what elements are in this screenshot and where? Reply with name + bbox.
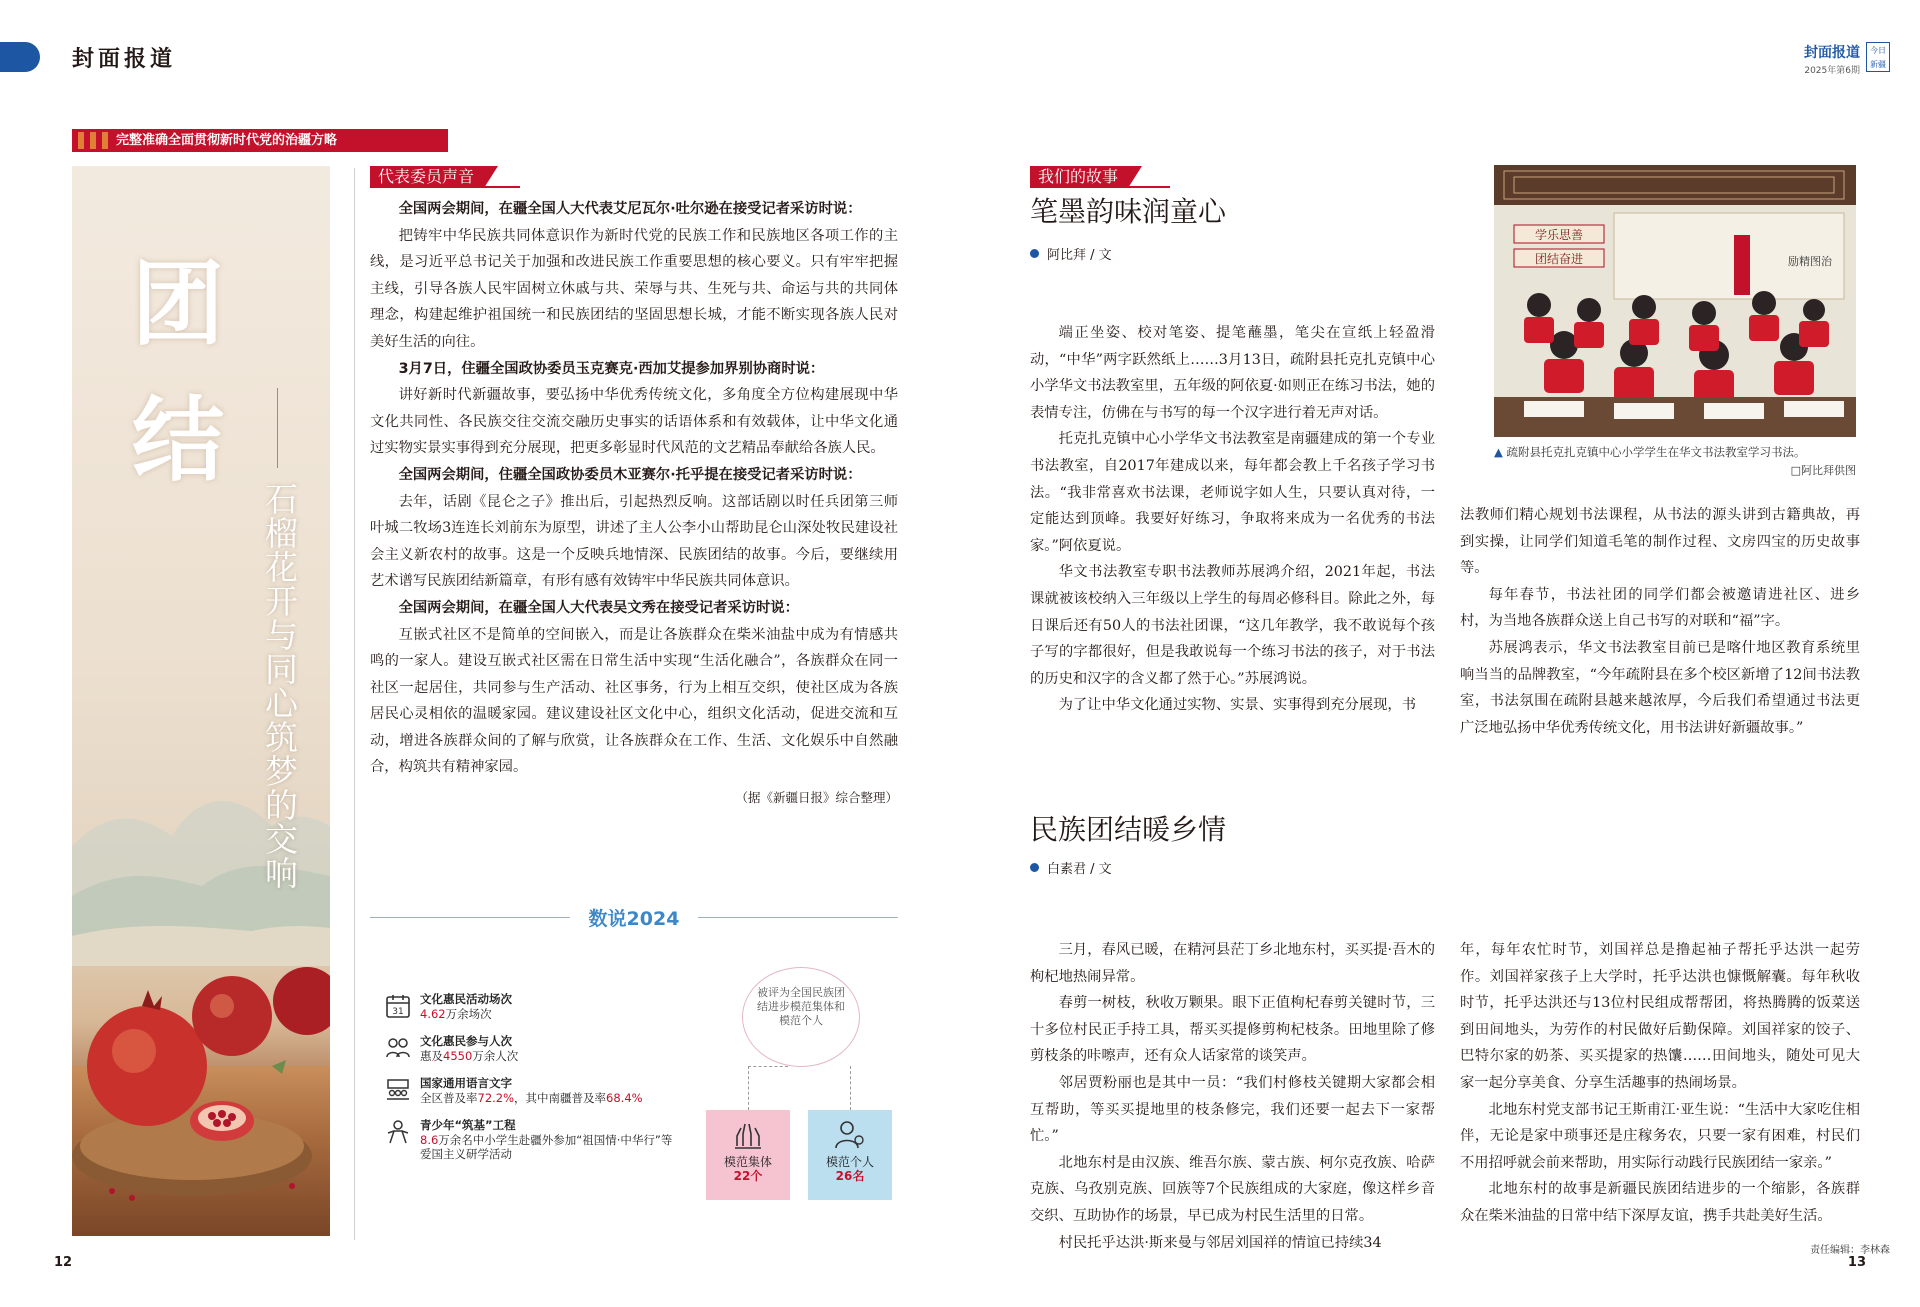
paragraph: 全国两会期间，住疆全国政协委员木亚赛尔·托乎提在接受记者采访时说： [398, 466, 862, 483]
calligraphy-class-photo [1494, 165, 1856, 437]
paragraph: 为了让中华文化通过实物、实景、实事得到充分展现，书 [1058, 697, 1417, 714]
paragraph: 华文书法教室专职书法教师苏展鸿介绍，2021年起，书法课就被该校纳入三年级以上学生的每周必修科目。除此之外，每日课后还有50人的书法社团课，“这几年教学，我不敢说每个孩子写的字都很好，但是我敢说每一个练习书法的孩子，对于书法的历史和汉字的含义都了然于心。”苏展鸿说。 [1030, 564, 1435, 687]
article-title: 民族团结暖乡情 [1030, 813, 1227, 846]
banner-decoration-icon [78, 132, 108, 149]
section-tag-our-stories: 我们的故事 [1030, 166, 1128, 188]
stat-prefix: 全区普及率 [420, 1090, 478, 1105]
paragraph: 端正坐姿、校对笔姿、提笔蘸墨，笔尖在宣纸上轻盈滑动，“中华”两字跃然纸上……3月13日，疏附县托克扎克镇中心小学华文书法教室里，五年级的阿依夏·如则正在练习书法，她的表情专注，仿佛在与书写的每一个汉字进行着无声对话。 [1030, 325, 1435, 421]
photo-caption-text: 疏附县托克扎克镇中心小学学生在华文书法教室学习书法。 [1506, 445, 1806, 459]
story1-column-2 [1460, 502, 1860, 741]
story1-column-1 [1030, 320, 1435, 719]
page-number-left: 12 [54, 1255, 73, 1270]
paragraph: 全国两会期间，在疆全国人大代表吴文秀在接受记者采访时说： [398, 599, 799, 616]
stat-label: 青少年“筑基”工程 [420, 1118, 516, 1132]
article-source: （据《新疆日报》综合整理） [735, 790, 898, 805]
paragraph: 3月7日，住疆全国政协委员玉克赛克·西加艾提参加界别协商时说： [398, 360, 825, 377]
photo-sign-text: 励精图治 [1788, 255, 1832, 268]
paragraph: 互嵌式社区不是简单的空间嵌入，而是让各族群众在柴米油盐中成为有情感共鸣的一家人。建设互嵌式社区需在日常生活中实现“生活化融合”，各族群众在同一社区一起居住，共同参与生产活动、社区事务，行为上相互交织，使社区成为各族居民心灵相依的温暖家园。建议建设社区文化中心，组织文化活动，促进交流和互动，增进各族群众间的了解与欣赏，让各族群众在工作、生活、文化娱乐中自然融合，构筑共有精神家园。 [370, 626, 898, 776]
stat-unit: 万余人次 [472, 1048, 519, 1063]
byline-bullet-icon [1030, 249, 1039, 258]
pomegranate-icon [72, 946, 330, 1236]
stat-number: 72.2% [477, 1090, 515, 1105]
paragraph: 苏展鸿表示，华文书法教室目前已是喀什地区教育系统里响当当的品牌教室，“今年疏附县在多个校区新增了12间书法教室，书法氛围在疏附县越来越浓厚，今后我们希望通过书法更广泛地弘扬中华优秀传统文化，用书法讲好新疆故事。” [1460, 639, 1860, 736]
paragraph: 三月，春风已暖，在精河县茫丁乡北地东村，买买提·吾木的枸杞地热闹异常。 [1030, 942, 1435, 985]
paragraph: 去年，话剧《昆仑之子》推出后，引起热烈反响。这部话剧以时任兵团第三师叶城二牧场3连连长刘前东为原型，讲述了主人公李小山帮助昆仑山深处牧民建设社会主义新农村的故事。这是一个反映兵地情深、民族团结的故事。今后，要继续用艺术谱写民族团结新篇章，有形有感有效铸牢中华民族共同体意识。 [370, 493, 898, 590]
stat-unit: 万余场次 [445, 1006, 492, 1021]
article-byline [1030, 858, 1112, 877]
award-label: 模范个人 [825, 1155, 874, 1169]
story2-column-1 [1030, 937, 1435, 1256]
paragraph: 北地东村党支部书记王斯甫江·亚生说：“生活中大家吃住相伴，无论是家中琐事还是庄稼务农，只要一家有困难，村民们不用招呼就会前来帮助，用实际行动践行民族团结一家亲。” [1460, 1101, 1860, 1171]
issue-number: 2025年第6期 [1804, 66, 1860, 76]
photo-sign-text: 团结奋进 [1534, 252, 1584, 266]
header-right [1804, 42, 1890, 76]
title-divider [277, 388, 278, 468]
page-number-right: 13 [1847, 1255, 1866, 1270]
header-tab-marker [0, 42, 40, 72]
person-medal-icon [833, 1118, 867, 1152]
stat-label: 国家通用语言文字 [420, 1076, 512, 1090]
photo-sign-text: 学乐思善 [1534, 228, 1584, 242]
byline-text: 阿比拜 / 文 [1047, 248, 1112, 263]
byline-bullet-icon [1030, 863, 1039, 872]
stat-item [384, 1076, 674, 1105]
stat-item [384, 1034, 674, 1063]
stat-prefix: 惠及 [420, 1048, 443, 1063]
section-title-right: 封面报道 [1804, 45, 1860, 61]
banner-text: 完整准确全面贯彻新时代党的治疆方略 [116, 133, 338, 148]
paragraph: 年，每年农忙时节，刘国祥总是撸起袖子帮托乎达洪一起劳作。刘国祥家孩子上大学时，托乎达洪也慷慨解囊。每年秋收时节，托乎达洪还与13位村民组成帮帮团，将热腾腾的饭菜送到田间地头，为劳作的村民做好后勤保障。刘国祥家的饺子、巴特尔家的奶茶、买买提家的热馕……田间地头，随处可见大家一起分享美食、分享生活趣事的热闹场景。 [1460, 942, 1860, 1091]
cover-art-panel [72, 166, 330, 1236]
paragraph: 邻居贾粉丽也是其中一员：“我们村修枝关键期大家都会相互帮助，等买买提地里的枝条修完，我们还要一起去下一家帮忙。” [1030, 1074, 1435, 1145]
stat-item [384, 992, 674, 1021]
svg-text:31: 31 [392, 1007, 404, 1017]
column-banner [72, 129, 448, 152]
callout-connector [748, 1066, 788, 1110]
article-byline [1030, 244, 1112, 263]
paragraph: 全国两会期间，在疆全国人大代表艾尼瓦尔·吐尔逊在接受记者采访时说： [398, 201, 862, 217]
stat-number-secondary: 68.4% [606, 1090, 643, 1105]
photo-caption [1494, 444, 1856, 460]
award-label: 模范集体 [723, 1155, 772, 1169]
award-collective [706, 1110, 790, 1200]
award-unit: 个 [750, 1169, 763, 1183]
paragraph: 北地东村是由汉族、维吾尔族、蒙古族、柯尔克孜族、哈萨克族、乌孜别克族、回族等7个民族组成的大家庭，像这样乡音交织、互助协作的场景，早已成为村民生活里的日常。 [1030, 1154, 1435, 1224]
voices-article [370, 196, 898, 781]
data-section-title: 数说2024 [588, 908, 680, 930]
award-count: 22 [733, 1169, 751, 1183]
youth-icon [384, 1118, 412, 1146]
paragraph: 春剪一树枝，秋收万颗果。眼下正值枸杞春剪关键时节，三十多位村民正手持工具，帮买买提修剪枸杞枝条。田地里除了修剪枝条的咔嚓声，还有众人话家常的谈笑声。 [1030, 995, 1435, 1065]
section-tag-underline [370, 186, 520, 188]
article-title: 笔墨韵味润童心 [1030, 195, 1227, 228]
paragraph: 法教师们精心规划书法课程，从书法的源头讲到古籍典故，再到实操，让同学们知道毛笔的制作过程、文房四宝的历史故事等。 [1460, 507, 1860, 577]
people-icon [384, 1034, 412, 1062]
callout-connector [850, 1066, 851, 1110]
section-tag-underline [1030, 186, 1170, 188]
vertical-subtitle: 石榴花开与同心筑梦的交响 [260, 482, 299, 890]
stat-label: 文化惠民活动场次 [420, 992, 512, 1006]
classroom-photo-icon [1494, 165, 1856, 437]
award-individual [808, 1110, 892, 1200]
section-tag-voices: 代表委员声音 [370, 166, 484, 188]
paragraph: 把铸牢中华民族共同体意识作为新时代党的民族工作和民族地区各项工作的主线，是习近平总书记关于加强和改进民族工作重要思想的核心要义。只有牢牢把握主线，引导各族人民牢固树立休戚与共、荣辱与共、生死与共、命运与共的共同体理念，构建起维护祖国统一和民族团结的坚固思想长城，才能不断实现各族人民对美好生活的向往。 [370, 227, 898, 350]
award-count: 26 [835, 1169, 853, 1183]
big-title-char-1: 团 [132, 250, 225, 358]
stat-unit: ，其中南疆普及率 [514, 1090, 607, 1105]
classroom-icon [384, 1076, 412, 1104]
byline-text: 白素君 / 文 [1047, 862, 1112, 877]
story2-column-2 [1460, 937, 1860, 1230]
column-divider [354, 168, 355, 1240]
caption-triangle-icon: ▲ [1494, 445, 1503, 459]
award-unit: 名 [852, 1169, 865, 1183]
group-hands-icon [731, 1118, 765, 1152]
stat-label: 文化惠民参与人次 [420, 1034, 512, 1048]
paragraph: 托克扎克镇中心小学华文书法教室是南疆建成的第一个专业书法教室，自2017年建成以来，每年都会教上千名孩子学习书法。“我非常喜欢书法课，老师说字如人生，只要认真对待，一定能达到顶峰。我要好好练习，争取将来成为一名优秀的书法家。”阿依夏说。 [1030, 431, 1435, 554]
photo-credit: □阿比拜供图 [1790, 464, 1856, 477]
responsible-editor: 责任编辑：李林森 [1810, 1245, 1890, 1256]
paragraph: 村民托乎达洪·斯来曼与邻居刘国祥的情谊已持续34 [1058, 1234, 1382, 1251]
stat-unit: 万余名中小学生赴疆外参加“祖国情·中华行”等爱国主义研学活动 [420, 1132, 673, 1161]
paragraph: 讲好新时代新疆故事，要弘扬中华优秀传统文化，多角度全方位构建展现中华文化共同性、各民族交往交流交融历史事实的话语体系和有效载体，让中华文化通过实物实景实事得到充分展现，把更多彰显时代风范的文艺精品奉献给各族人民。 [370, 387, 898, 457]
magazine-logo-icon: 今日新疆 [1866, 42, 1890, 72]
paragraph: 北地东村的故事是新疆民族团结进步的一个缩影，各族群众在柴米油盐的日常中结下深厚友谊，携手共赴美好生活。 [1460, 1181, 1860, 1224]
stat-number: 8.6 [420, 1132, 439, 1147]
paragraph: 每年春节，书法社团的同学们都会被邀请进社区、进乡村，为当地各族群众送上自己书写的对联和“福”字。 [1460, 586, 1860, 630]
stat-number: 4.62 [420, 1006, 446, 1021]
stat-item [384, 1118, 674, 1162]
big-title-char-2: 结 [132, 386, 225, 494]
calendar-icon [384, 992, 412, 1020]
award-callout-bubble: 被评为全国民族团结进步模范集体和模范个人 [742, 967, 860, 1067]
section-title: 封面报道 [72, 46, 177, 72]
stat-number: 4550 [443, 1048, 473, 1063]
